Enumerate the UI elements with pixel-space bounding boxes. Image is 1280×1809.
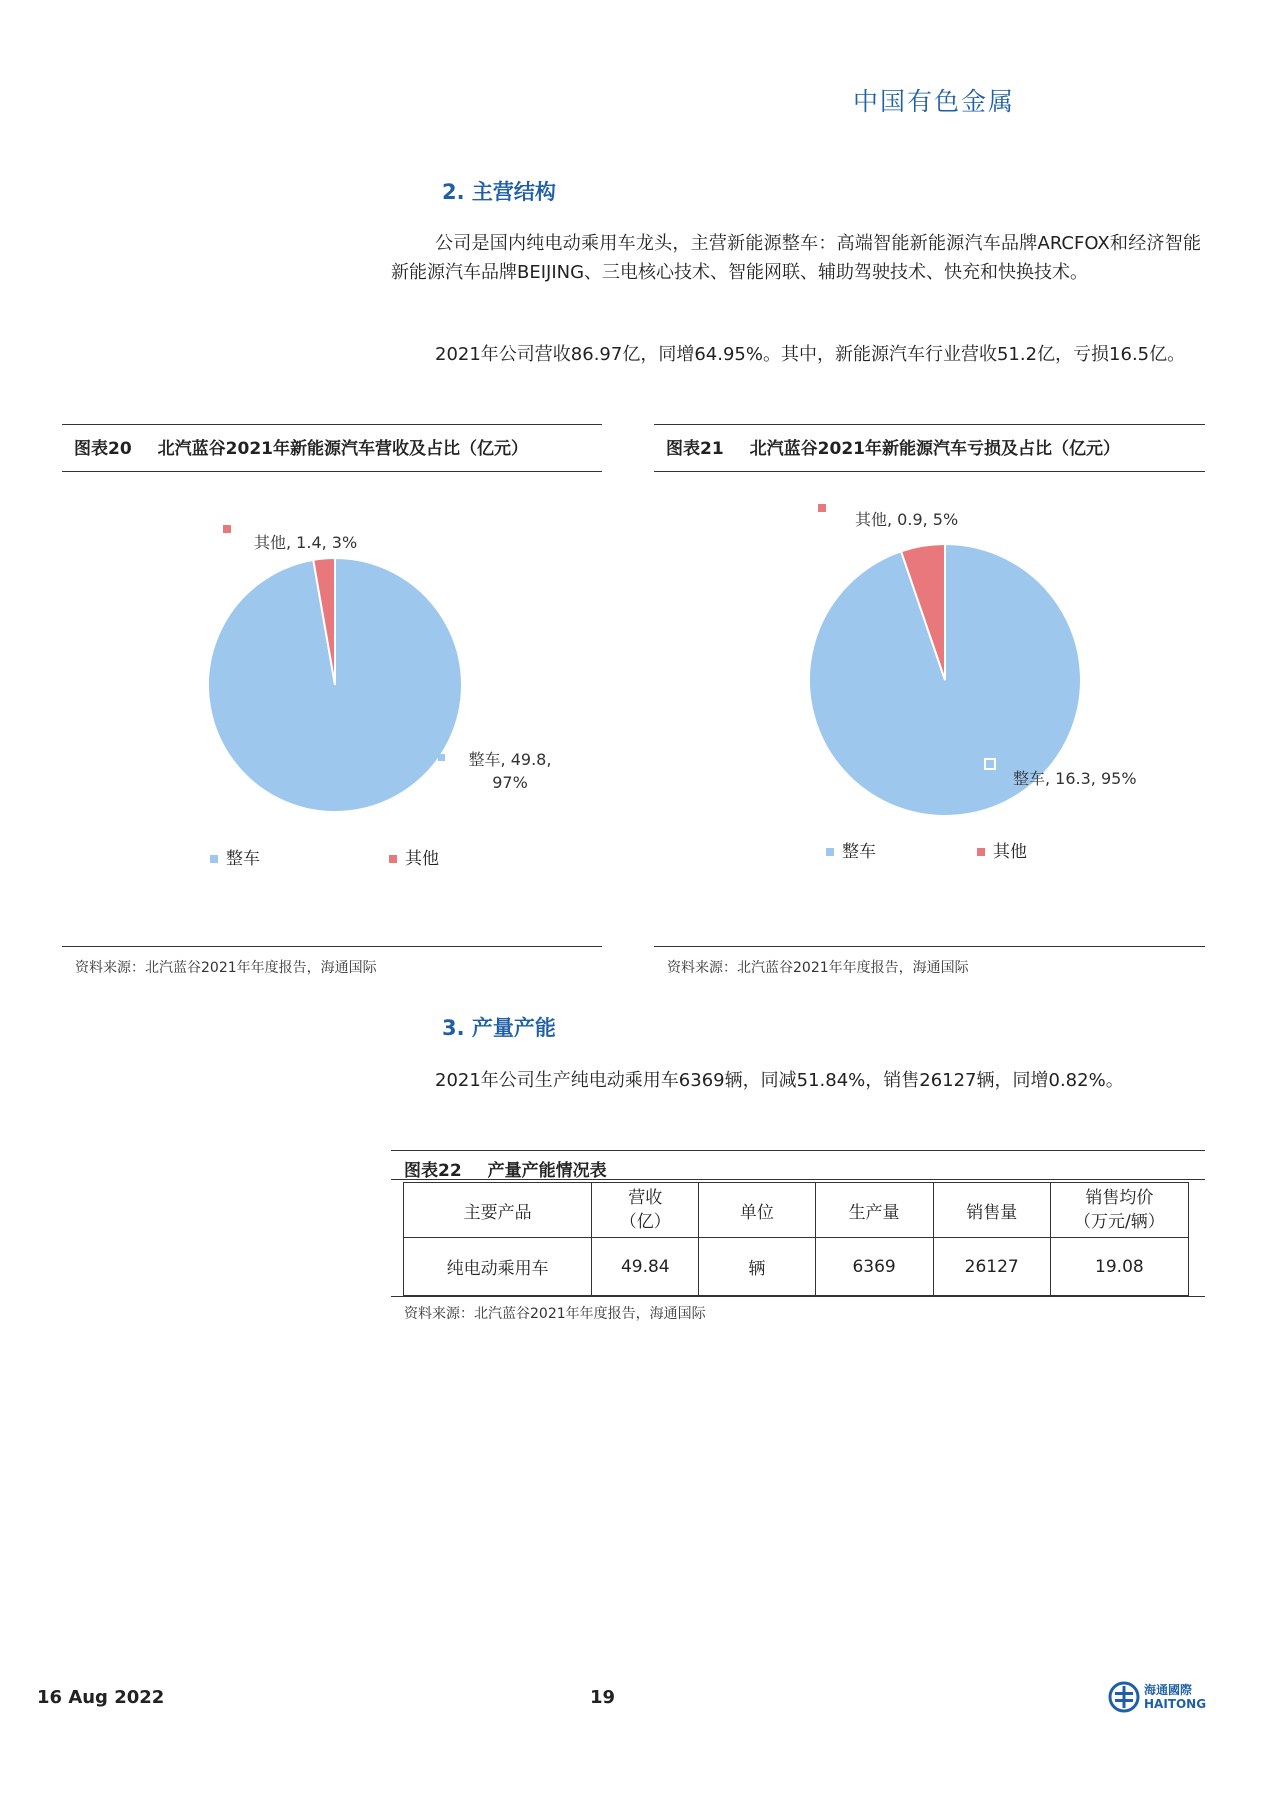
table-cell: 19.08 [1050,1238,1188,1296]
section-2-title: 2. 主营结构 [442,180,556,204]
pie2-legend-main [826,837,876,862]
table-cell: 49.84 [592,1238,699,1296]
pie1-legend-main [210,844,260,869]
legend-swatch-main [210,855,218,863]
footer-page-number: 19 [590,1687,616,1708]
pie1-main-marker [438,754,445,761]
legend-label-other: 其他 [405,849,439,869]
pie1-label-main-line1: 整车, 49.8, [468,750,552,769]
pie2-label-main: 整车, 16.3, 95% [1013,769,1137,788]
legend-swatch-other [977,848,985,856]
table-22-source: 资料来源：北汽蓝谷2021年年度报告，海通国际 [404,1306,706,1322]
figure-20-source: 资料来源：北汽蓝谷2021年年度报告，海通国际 [75,960,377,976]
logo-text-cn: 海通國際 [1144,1683,1193,1697]
header-revenue-unit: （亿） [619,1212,671,1232]
header-cell: 主要产品 [404,1183,592,1238]
header-revenue: 营收 [628,1188,663,1208]
header-cell: 销售量 [933,1183,1050,1238]
pie2-label-other: 其他, 0.9, 5% [855,510,959,529]
header-cell [592,1183,699,1238]
table-22-bottom-rule [391,1296,1205,1297]
capacity-table [403,1182,1189,1296]
header-avg-price: 销售均价 [1085,1188,1154,1208]
table-22-title: 产量产能情况表 [487,1161,607,1181]
table-row [404,1238,1189,1296]
section-2-paragraph-1: 公司是国内纯电动乘用车龙头，主营新能源整车：高端智能新能源汽车品牌ARCFOX和经济智能新能源汽车品牌BEIJING、三电核心技术、智能网联、辅助驾驶技术、快充和快换技术。 [391,233,1201,283]
table-22-number: 图表22 [404,1161,462,1181]
pie-chart-revenue [190,540,480,830]
header-cell [1050,1183,1188,1238]
figure-21-title: 北汽蓝谷2021年新能源汽车亏损及占比（亿元） [749,439,1120,459]
pie1-label-other: 其他, 1.4, 3% [254,533,358,552]
legend-label-other: 其他 [993,842,1027,862]
pie1-label-main-line2: 97% [492,773,528,792]
table-22-caption [404,1156,607,1181]
table-cell: 纯电动乘用车 [404,1238,592,1296]
table-cell: 辆 [699,1238,815,1296]
table-cell: 26127 [933,1238,1050,1296]
legend-label-main: 整车 [842,842,876,862]
pie2-main-marker [984,758,996,770]
legend-swatch-main [826,848,834,856]
figure-20-title: 北汽蓝谷2021年新能源汽车营收及占比（亿元） [157,439,528,459]
figure-20-number: 图表20 [74,439,132,459]
pie2-legend-other [977,837,1027,862]
figure-20-header [62,424,602,472]
logo-text-en: HAITONG [1144,1697,1207,1711]
pie1-other-marker [223,525,231,533]
section-3-paragraph-1: 2021年公司生产纯电动乘用车6369辆，同减51.84%，销售26127辆，同增0.82%。 [435,1070,1124,1091]
header-cell: 生产量 [815,1183,933,1238]
legend-label-main: 整车 [226,849,260,869]
figure-21-bottom-rule [654,946,1205,947]
table-22-caption-rule [391,1179,1205,1180]
pie2-other-marker [818,504,826,512]
header-avg-price-unit: （万元/辆） [1074,1212,1165,1232]
table-cell: 6369 [815,1238,933,1296]
section-2-paragraph-2: 2021年公司营收86.97亿，同增64.95%。其中，新能源汽车行业营收51.2亿，亏损16.5亿。 [435,344,1186,365]
pie1-legend-other [389,844,439,869]
figure-21-source: 资料来源：北汽蓝谷2021年年度报告，海通国际 [667,960,969,976]
header-cell: 单位 [699,1183,815,1238]
footer-date: 16 Aug 2022 [37,1687,165,1708]
company-logo [1108,1681,1206,1713]
header-title: 中国有色金属 [852,87,1015,116]
haitong-logo-icon [1108,1681,1140,1713]
figure-21-number: 图表21 [666,439,724,459]
legend-swatch-other [389,855,397,863]
figure-20-bottom-rule [62,946,602,947]
table-header-row [404,1183,1189,1238]
table-22-top-rule [391,1150,1205,1151]
section-3-title: 3. 产量产能 [442,1016,556,1040]
figure-21-header [654,424,1205,472]
